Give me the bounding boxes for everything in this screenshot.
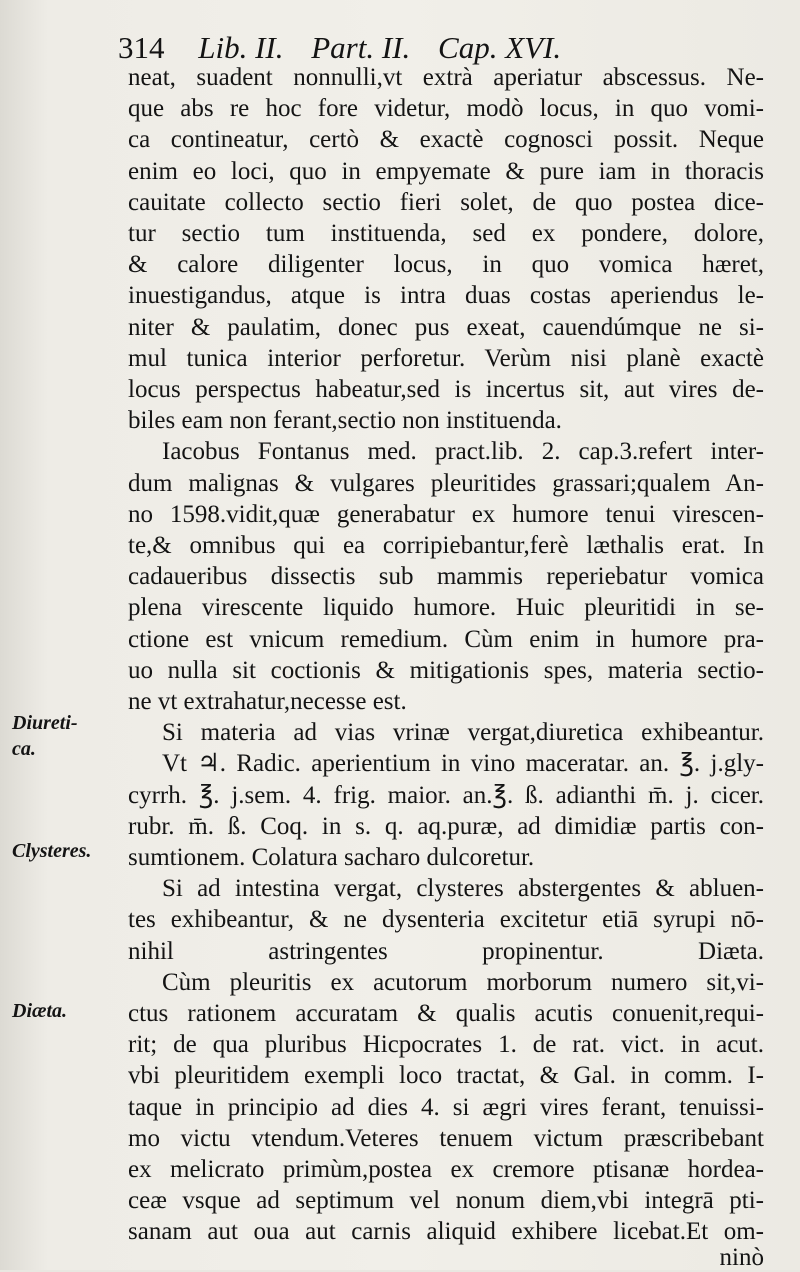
text-line: ex melicrato primùm,postea ex cremore ptisanæ hordea-	[128, 1156, 764, 1183]
text-line: cyrrh. ℥. j.sem. 4. frig. maior. an.℥. ß. adianthi m̄. j. cicer.	[128, 781, 764, 809]
text-line: mo victu vtendum.Veteres tenuem victum præscribebant	[128, 1124, 764, 1152]
header-part: Part. II.	[311, 30, 411, 65]
text-line: mul tunica interior perforetur. Verùm nisi planè exactè	[128, 344, 764, 372]
text-line: Si materia ad vias vrinæ vergat,diuretica exhibeantur.	[162, 719, 764, 747]
text-line: sanam aut oua aut carnis aliquid exhibere licebat.Et om-	[128, 1218, 764, 1246]
text-line: plena virescente liquido humore. Huic pleuritidi in se-	[128, 594, 764, 622]
text-line: cadaueribus dissectis sub mammis reperiebatur vomica	[128, 563, 764, 591]
text-line: inuestigandus, atque is intra duas costas aperiendus le-	[128, 282, 764, 310]
text-line: ne vt extrahatur,necesse est.	[128, 688, 407, 715]
text-line: niter & paulatim, donec pus exeat, cauendúmque ne si-	[128, 313, 764, 341]
margin-note-clysteres: Clysteres.	[12, 840, 92, 862]
text-line: sumtionem. Colatura sacharo dulcoretur.	[128, 844, 535, 871]
header-cap: Cap. XVI.	[438, 30, 562, 65]
text-line: Cùm pleuritis ex acutorum morborum numero sit,vi-	[162, 968, 764, 996]
text-line: taque in principio ad dies 4. si ægri vires ferant, tenuissi-	[128, 1093, 764, 1121]
margin-note-diuretica: Diureti-	[12, 712, 78, 734]
text-line: Iacobus Fontanus med. pract.lib. 2. cap.3.refert inter-	[162, 438, 764, 466]
margin-note-diuretica-cont: ca.	[12, 738, 36, 760]
text-line: vbi pleuritidem exempli loco tractat, & Gal. in comm. I-	[128, 1062, 764, 1090]
text-line: biles eam non ferant,sectio non instituenda.	[128, 407, 562, 435]
catchword: ninò	[719, 1243, 764, 1271]
text-line: enim eo loci, quo in empyemate & pure iam in thoracis	[128, 157, 764, 185]
text-line: neat, suadent nonnulli,vt extrà aperiatur abscessus. Ne-	[128, 64, 764, 91]
text-line: nihil astringentes propinentur. Diæta.	[128, 937, 764, 965]
header-lib: Lib. II.	[198, 30, 284, 65]
text-line: ceæ vsque ad septimum vel nonum diem,vbi integrā pti-	[128, 1187, 764, 1215]
text-line: & calore diligenter locus, in quo vomica hæret,	[128, 251, 764, 279]
text-line: dum malignas & vulgares pleuritides grassari;qualem An-	[128, 469, 764, 497]
text-line: rubr. m̄. ß. Coq. in s. q. aq.puræ, ad dimidiæ partis con-	[128, 812, 764, 840]
page-number: 314	[118, 30, 165, 65]
text-line: Vt ♃. Radic. aperientium in vino maceratar. an. ℥. j.gly-	[162, 750, 764, 778]
text-line: cauitate collecto sectio fieri solet, de quo postea dice-	[128, 188, 764, 216]
text-line: te,& omnibus qui ea corripiebantur,ferè læthalis erat. In	[128, 532, 764, 559]
text-line: rit; de qua pluribus Hicpocrates 1. de rat. vict. in acut.	[128, 1031, 764, 1059]
text-line: ctione est vnicum remedium. Cùm enim in humore pra-	[128, 625, 764, 653]
text-line: no 1598.vidit,quæ generabatur ex humore tenui virescen-	[128, 500, 764, 528]
text-line: tes exhibeantur, & ne dysenteria excitetur etiā syrupi nō-	[128, 906, 764, 934]
text-line: que abs re hoc fore videtur, modò locus, in quo vomi-	[128, 95, 764, 123]
text-line: tur sectio tum instituenda, sed ex pondere, dolore,	[128, 220, 764, 247]
text-line: locus perspectus habeatur,sed is incertus sit, aut vires de-	[128, 376, 764, 403]
margin-note-diaeta: Diæta.	[12, 1000, 67, 1022]
text-line: Si ad intestina vergat, clysteres abstergentes & abluen-	[162, 875, 764, 903]
text-line: ctus rationem accuratam & qualis acutis conuenit,requi-	[128, 1000, 764, 1027]
text-line: uo nulla sit coctionis & mitigationis spes, materia sectio-	[128, 656, 764, 684]
text-line: ca contineatur, certò & exactè cognosci possit. Neque	[128, 126, 764, 154]
